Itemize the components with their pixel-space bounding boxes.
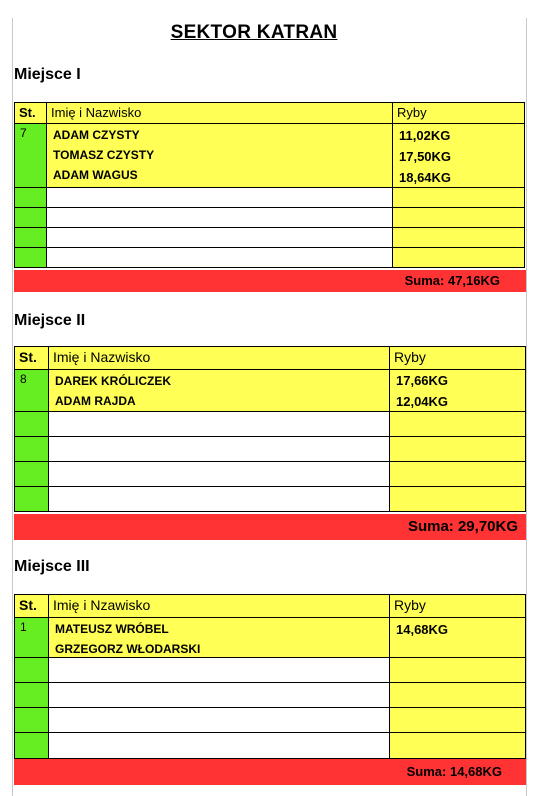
participant-name: TOMASZ CZYSTY [53,148,155,162]
empty-row [15,707,525,732]
catch-weight: 18,64KG [399,170,452,185]
empty-row [15,207,524,227]
sum-bar-1: Suma: 47,16KG [14,270,526,292]
participant-name: ADAM WAGUS [53,168,138,182]
participant-name: ADAM RAJDA [55,394,136,408]
empty-row [15,486,525,511]
sum-bar-3: Suma: 14,68KG [14,759,526,785]
results-table-3 [14,594,526,759]
participant-names [47,124,393,187]
sum-bar-2: Suma: 29,70KG [14,514,526,540]
page-edge-left [12,18,13,796]
empty-row [15,657,525,682]
catch-weights [390,370,525,411]
empty-row [15,732,525,758]
empty-row [15,187,524,207]
catch-weights [393,124,524,187]
participant-names [49,370,390,411]
place-heading-3: Miejsce III [14,558,90,575]
page-edge-right [526,18,527,796]
col-header-ryby: Ryby [390,595,525,617]
stand-number: 1 [15,618,49,657]
table-row [15,617,525,657]
table-header-row [15,347,525,369]
stand-number: 7 [15,124,47,187]
table-header-row [15,595,525,617]
catch-weights [390,618,525,657]
col-header-st: St. [15,595,49,617]
empty-row [15,436,525,461]
catch-weight: 12,04KG [396,394,449,409]
empty-row [15,682,525,707]
participant-name: ADAM CZYSTY [53,128,140,142]
col-header-name: Imię i Nazwisko [47,103,393,123]
table-row [15,123,524,187]
results-table-2 [14,346,526,512]
catch-weight: 14,68KG [396,622,449,637]
participant-names [49,618,390,657]
col-header-ryby: Ryby [393,103,524,123]
catch-weight: 11,02KG [399,128,451,143]
table-header-row [15,103,524,123]
catch-weight: 17,50KG [399,149,452,164]
place-heading-2: Miejsce II [14,312,86,329]
col-header-ryby: Ryby [390,347,525,369]
col-header-st: St. [15,347,49,369]
participant-name: DAREK KRÓLICZEK [55,374,171,388]
col-header-st: St. [15,103,47,123]
table-row [15,369,525,411]
document-title: SEKTOR KATRAN [170,22,338,43]
empty-row [15,247,524,267]
empty-row [15,227,524,247]
participant-name: GRZEGORZ WŁODARSKI [55,642,201,656]
participant-name: MATEUSZ WRÓBEL [55,622,169,636]
catch-weight: 17,66KG [396,373,449,388]
results-table-1 [14,102,525,268]
col-header-name: Imię i Nzawisko [49,595,390,617]
place-heading-1: Miejsce I [14,66,81,83]
empty-row [15,411,525,436]
empty-row [15,461,525,486]
col-header-name: Imię i Nazwisko [49,347,390,369]
stand-number: 8 [15,370,49,411]
